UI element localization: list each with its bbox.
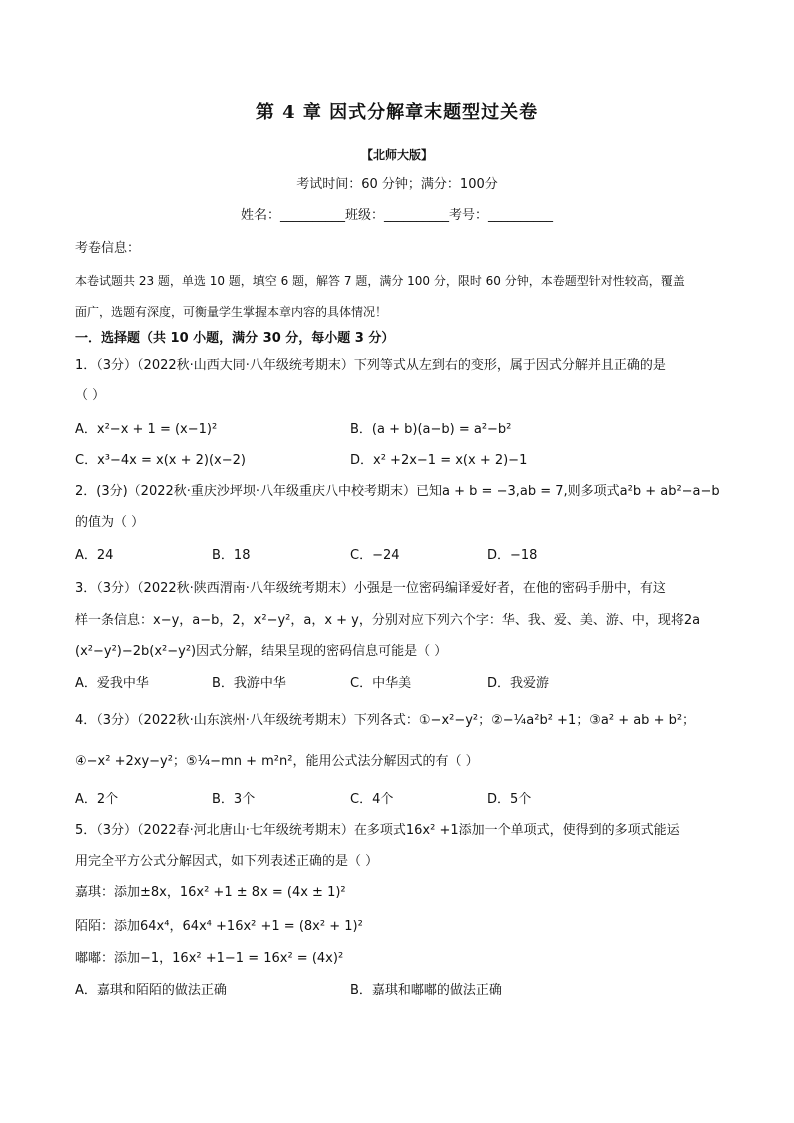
q4-option-d: D．5个 [487,792,532,807]
q3-option-b: B．我游中华 [212,676,286,691]
q2-option-a: A．24 [75,548,114,563]
q3-option-c: C．中华美 [350,676,412,691]
q4-stem-line-1: 4．（3分）（2022秋·山东滨州·八年级统考期末）下列各式：①−x²−y²；②−¼a²b² +1；③a² + ab + b²； [75,713,696,728]
q5-stem-line-2: 用完全平方公式分解因式，如下列表述正确的是（ ） [75,854,379,869]
q3-stem-line-2: 样一条信息：x−y，a−b，2，x²−y²，a，x + y，分别对应下列六个字：华、我、爱、美、游、中，现将2a [75,613,701,628]
q3-option-a: A．爱我中华 [75,676,149,691]
q5-option-b: B．嘉琪和嘟嘟的做法正确 [350,983,502,998]
q3-stem-line-1: 3．（3分）（2022秋·陕西渭南·八年级统考期末）小强是一位密码编译爱好者，在他的密码手册中，有这 [75,581,666,596]
section-heading-choice: 一．选择题（共 10 小题，满分 30 分，每小题 3 分） [75,331,395,346]
q2-option-c: C．−24 [350,548,400,563]
q4-option-a: A．2个 [75,792,119,807]
q5-option-a: A．嘉琪和陌陌的做法正确 [75,983,227,998]
edition-label: 【北师大版】 [360,148,433,162]
q5-stem-line-1: 5．（3分）（2022春·河北唐山·七年级统考期末）在多项式16x² +1添加一个单项式，使得到的多项式能运 [75,823,680,838]
q2-stem-line-2: 的值为（ ） [75,515,145,530]
q3-stem-line-3: (x²−y²)−2b(x²−y²)因式分解，结果呈现的密码信息可能是（ ） [75,644,448,659]
q5-statement-momo: 陌陌：添加64x⁴，64x⁴ +16x² +1 = (8x² + 1)² [75,919,363,934]
q4-stem-line-2: ④−x² +2xy−y²；⑤¼−mn + m²n²，能用公式法分解因式的有（ ） [75,754,479,769]
q5-statement-dudu: 嘟嘟：添加−1，16x² +1−1 = 16x² = (4x)² [75,951,344,966]
q4-option-c: C．4个 [350,792,394,807]
q1-option-a: A．x²−x + 1 = (x−1)² [75,422,218,437]
q2-option-b: B．18 [212,548,251,563]
q1-stem-line-2: （ ） [75,388,106,403]
q2-stem-line-1: 2．(3分)（2022秋·重庆沙坪坝·八年级重庆八中校考期末）已知a + b = −3,ab = 7,则多项式a²b + ab²−a−b [75,484,720,499]
q1-stem-line-1: 1．（3分）（2022秋·山西大同·八年级统考期末）下列等式从左到右的变形，属于因式分解并且正确的是 [75,358,666,373]
info-text-line-1: 本卷试题共 23 题，单选 10 题，填空 6 题，解答 7 题，满分 100 分，限时 60 分钟，本卷题型针对性较高，覆盖 [75,274,685,288]
info-heading: 考卷信息： [75,241,141,256]
name-class-number-line: 姓名：__________班级：__________考号：__________ [240,208,553,223]
q1-option-b: B．(a + b)(a−b) = a²−b² [350,422,512,437]
page-title: 第 4 章 因式分解章末题型过关卷 [255,102,539,123]
q3-option-d: D．我爱游 [487,676,550,691]
q1-option-d: D．x² +2x−1 = x(x + 2)−1 [350,453,528,468]
q5-statement-jiaqi: 嘉琪：添加±8x，16x² +1 ± 8x = (4x ± 1)² [75,885,346,900]
q4-option-b: B．3个 [212,792,256,807]
q2-option-d: D．−18 [487,548,538,563]
exam-time: 考试时间：60 分钟；满分：100分 [296,177,498,192]
q1-option-c: C．x³−4x = x(x + 2)(x−2) [75,453,246,468]
info-text-line-2: 面广，选题有深度，可衡量学生掌握本章内容的具体情况！ [75,305,388,319]
